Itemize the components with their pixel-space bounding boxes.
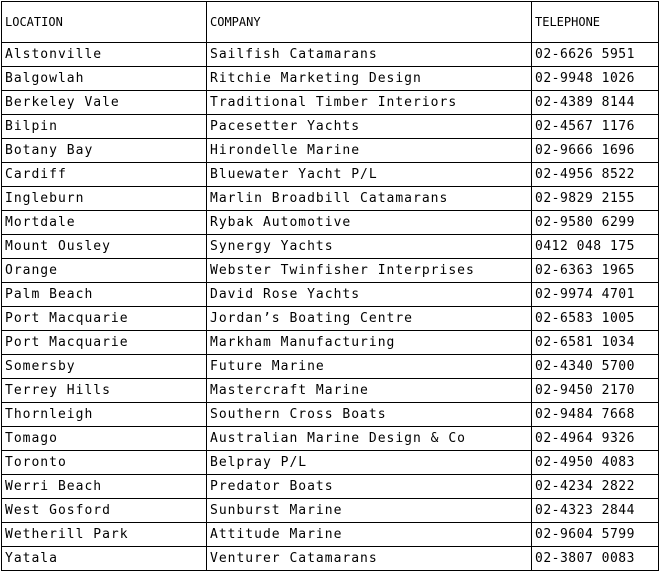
company-cell: Australian Marine Design & Co (207, 427, 532, 451)
telephone-cell: 02-4389 8144 (532, 91, 659, 115)
telephone-cell: 02-6626 5951 (532, 43, 659, 67)
table-row (2, 163, 659, 187)
company-cell: Webster Twinfisher Interprises (207, 259, 532, 283)
table-row (2, 427, 659, 451)
location-cell: Orange (2, 259, 207, 283)
location-cell: Palm Beach (2, 283, 207, 307)
telephone-header: TELEPHONE (532, 2, 659, 43)
location-cell: Toronto (2, 451, 207, 475)
company-cell: Sailfish Catamarans (207, 43, 532, 67)
telephone-cell: 02-4234 2822 (532, 475, 659, 499)
table-row (2, 115, 659, 139)
company-cell: Future Marine (207, 355, 532, 379)
location-header: LOCATION (2, 2, 207, 43)
company-cell: Pacesetter Yachts (207, 115, 532, 139)
telephone-cell: 02-9666 1696 (532, 139, 659, 163)
company-cell: Ritchie Marketing Design (207, 67, 532, 91)
location-cell: Werri Beach (2, 475, 207, 499)
table-row (2, 235, 659, 259)
table-row (2, 211, 659, 235)
telephone-cell: 02-9948 1026 (532, 67, 659, 91)
telephone-cell: 02-4567 1176 (532, 115, 659, 139)
table-header (2, 2, 659, 43)
telephone-cell: 02-9974 4701 (532, 283, 659, 307)
location-cell: Yatala (2, 547, 207, 571)
telephone-cell: 02-4956 8522 (532, 163, 659, 187)
location-cell: Botany Bay (2, 139, 207, 163)
company-cell: Venturer Catamarans (207, 547, 532, 571)
location-cell: Cardiff (2, 163, 207, 187)
table-row (2, 43, 659, 67)
location-cell: Port Macquarie (2, 307, 207, 331)
table-row (2, 139, 659, 163)
company-cell: Southern Cross Boats (207, 403, 532, 427)
table-row (2, 187, 659, 211)
company-header: COMPANY (207, 2, 532, 43)
telephone-cell: 02-4323 2844 (532, 499, 659, 523)
table-row (2, 307, 659, 331)
company-cell: Jordan’s Boating Centre (207, 307, 532, 331)
telephone-cell: 02-6581 1034 (532, 331, 659, 355)
table-row (2, 523, 659, 547)
company-cell: Sunburst Marine (207, 499, 532, 523)
table-row (2, 283, 659, 307)
table-row (2, 547, 659, 571)
location-cell: Somersby (2, 355, 207, 379)
telephone-cell: 02-6363 1965 (532, 259, 659, 283)
location-cell: Ingleburn (2, 187, 207, 211)
location-cell: Terrey Hills (2, 379, 207, 403)
telephone-cell: 02-6583 1005 (532, 307, 659, 331)
header-row (2, 2, 659, 43)
location-cell: Thornleigh (2, 403, 207, 427)
location-cell: Wetherill Park (2, 523, 207, 547)
table-row (2, 499, 659, 523)
location-cell: Balgowlah (2, 67, 207, 91)
telephone-cell: 02-9829 2155 (532, 187, 659, 211)
company-cell: Belpray P/L (207, 451, 532, 475)
table-row (2, 259, 659, 283)
location-cell: Mortdale (2, 211, 207, 235)
table-row (2, 403, 659, 427)
company-cell: Mastercraft Marine (207, 379, 532, 403)
location-cell: Bilpin (2, 115, 207, 139)
table-row (2, 355, 659, 379)
company-cell: Rybak Automotive (207, 211, 532, 235)
company-cell: Bluewater Yacht P/L (207, 163, 532, 187)
company-cell: Markham Manufacturing (207, 331, 532, 355)
location-cell: Tomago (2, 427, 207, 451)
company-cell: Traditional Timber Interiors (207, 91, 532, 115)
location-cell: Berkeley Vale (2, 91, 207, 115)
telephone-cell: 02-3807 0083 (532, 547, 659, 571)
table-row (2, 475, 659, 499)
telephone-cell: 02-4340 5700 (532, 355, 659, 379)
company-cell: Hirondelle Marine (207, 139, 532, 163)
telephone-cell: 02-9484 7668 (532, 403, 659, 427)
telephone-cell: 02-9450 2170 (532, 379, 659, 403)
directory-table (1, 1, 659, 571)
table-body (2, 43, 659, 571)
location-cell: Port Macquarie (2, 331, 207, 355)
location-cell: Alstonville (2, 43, 207, 67)
location-cell: Mount Ousley (2, 235, 207, 259)
telephone-cell: 02-9580 6299 (532, 211, 659, 235)
telephone-cell: 02-4964 9326 (532, 427, 659, 451)
telephone-cell: 0412 048 175 (532, 235, 659, 259)
telephone-cell: 02-9604 5799 (532, 523, 659, 547)
table-row (2, 331, 659, 355)
table-row (2, 67, 659, 91)
table-row (2, 451, 659, 475)
company-cell: David Rose Yachts (207, 283, 532, 307)
company-cell: Synergy Yachts (207, 235, 532, 259)
telephone-cell: 02-4950 4083 (532, 451, 659, 475)
location-cell: West Gosford (2, 499, 207, 523)
company-cell: Marlin Broadbill Catamarans (207, 187, 532, 211)
company-cell: Attitude Marine (207, 523, 532, 547)
table-row (2, 379, 659, 403)
table-row (2, 91, 659, 115)
company-cell: Predator Boats (207, 475, 532, 499)
